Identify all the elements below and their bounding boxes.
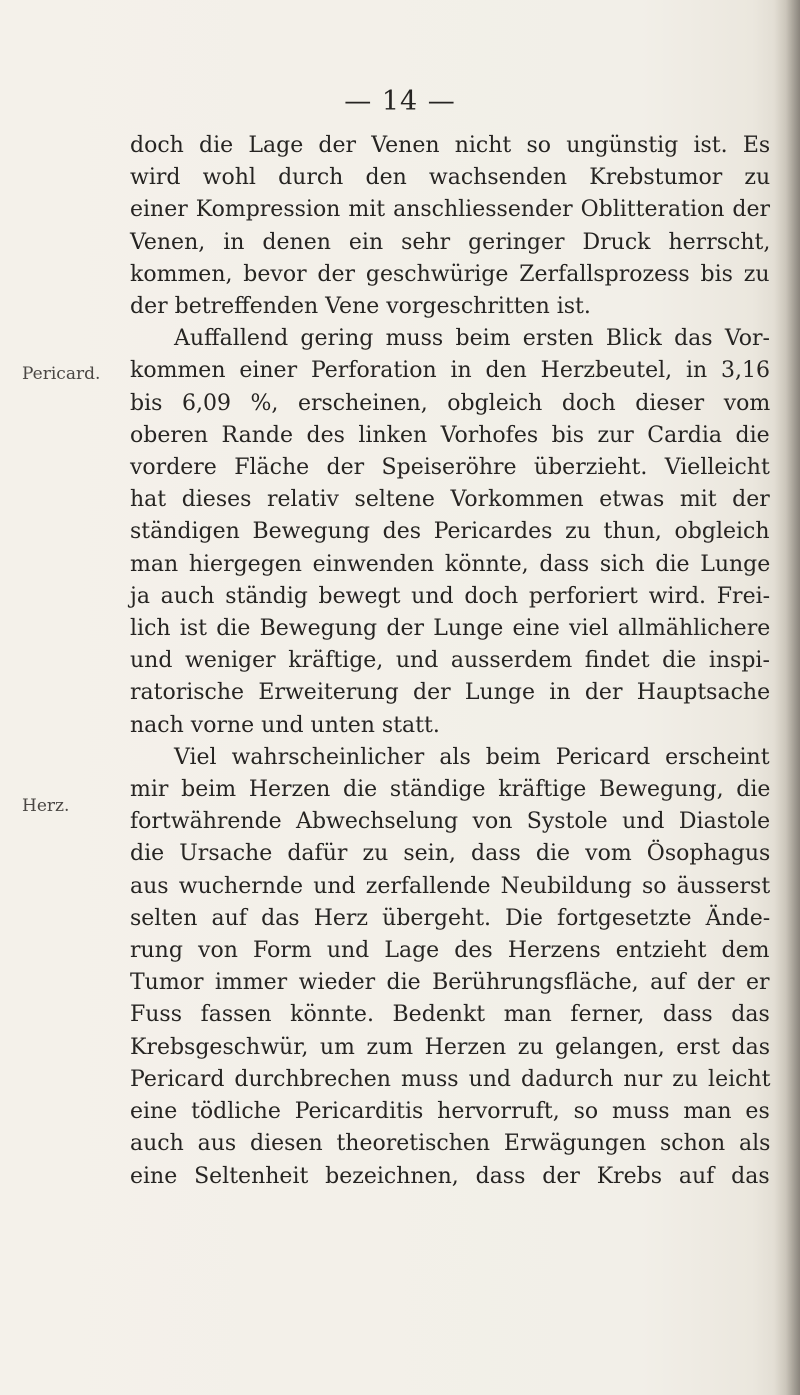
text-line: kommen, bevor der geschwürige Zerfallsprozess bis zu [130, 261, 770, 287]
text-line: bis 6,09 %, erscheinen, obgleich doch dieser vom [130, 390, 771, 416]
text-line: hat dieses relativ seltene Vorkommen etwas mit der [130, 487, 770, 513]
text-line: wird wohl durch den wachsenden Krebstumor zu [130, 165, 771, 191]
text-line: aus wuchernde und zerfallende Neubildung so äusserst [130, 873, 771, 899]
paragraph-start-line: Auffallend gering muss beim ersten Blick das Vor- [174, 326, 770, 352]
text-line: einer Kompression mit anschliessender Oblitteration der [130, 197, 771, 223]
text-line: der betreffenden Vene vorgeschritten ist. [130, 294, 591, 320]
text-line: ratorische Erweiterung der Lunge in der Hauptsache [130, 680, 771, 706]
page-edge-shadow [774, 0, 800, 1395]
text-line: Pericard durchbrechen muss und dadurch nur zu leicht [130, 1066, 771, 1092]
text-line: oberen Rande des linken Vorhofes bis zur Cardia die [130, 422, 770, 448]
text-line: doch die Lage der Venen nicht so ungünstig ist. Es [130, 133, 771, 158]
margin-note-pericard: Pericard. [22, 364, 101, 384]
text-line: Fuss fassen könnte. Bedenkt man ferner, dass das [130, 1002, 770, 1028]
text-line: auch aus diesen theoretischen Erwägungen schon als [130, 1131, 771, 1157]
text-line: lich ist die Bewegung der Lunge eine viel allmählichere [130, 616, 771, 642]
text-line: kommen einer Perforation in den Herzbeutel, in 3,16 [130, 358, 771, 384]
body-text [130, 130, 770, 1193]
text-line: rung von Form und Lage des Herzens entzieht dem [130, 938, 770, 964]
text-line: die Ursache dafür zu sein, dass die vom Ösophagus [130, 841, 771, 867]
text-line: eine tödliche Pericarditis hervorruft, so muss man es [130, 1099, 770, 1125]
text-line: Tumor immer wieder die Berührungsfläche, auf der er [130, 970, 770, 996]
text-line: nach vorne und unten statt. [130, 712, 440, 738]
text-line: selten auf das Herz übergeht. Die fortgesetzte Ände- [130, 905, 771, 931]
text-line: fortwährende Abwechselung von Systole und Diastole [130, 809, 771, 835]
text-line: mir beim Herzen die ständige kräftige Bewegung, die [130, 777, 771, 803]
text-line: ja auch ständig bewegt und doch perforiert wird. Frei- [130, 583, 771, 609]
text-line: eine Seltenheit bezeichnen, dass der Krebs auf das [130, 1163, 770, 1189]
margin-note-herz: Herz. [22, 796, 70, 816]
text-line: und weniger kräftige, und ausserdem findet die inspi- [130, 648, 770, 674]
text-line: ständigen Bewegung des Pericardes zu thun, obgleich [130, 519, 770, 545]
text-line: man hiergegen einwenden könnte, dass sich die Lunge [130, 551, 771, 577]
text-line: Krebsgeschwür, um zum Herzen zu gelangen, erst das [130, 1034, 771, 1060]
page-number: — 14 — [344, 86, 456, 117]
paragraph-start-line: Viel wahrscheinlicher als beim Pericard erscheint [174, 744, 770, 770]
text-line: Venen, in denen ein sehr geringer Druck herrscht, [130, 229, 771, 255]
text-line: vordere Fläche der Speiseröhre überzieht. Vielleicht [130, 455, 770, 481]
